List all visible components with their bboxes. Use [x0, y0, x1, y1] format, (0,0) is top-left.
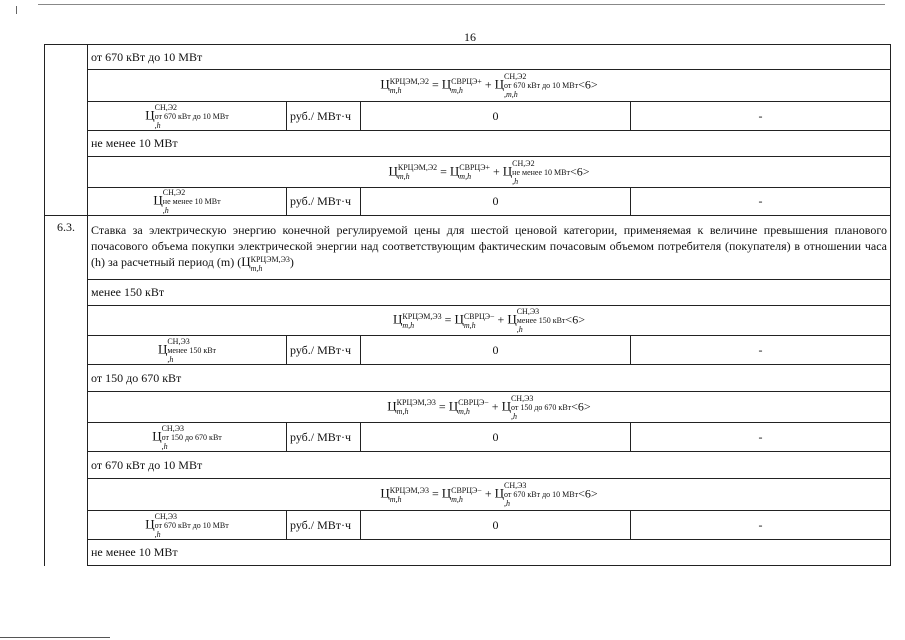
unit-cell: руб./ МВт·ч: [287, 423, 361, 452]
range-heading: от 670 кВт до 10 МВт: [88, 452, 891, 479]
dash-cell: -: [631, 336, 891, 365]
row-number-cell: [45, 45, 88, 216]
unit-cell: руб./ МВт·ч: [287, 188, 361, 216]
component-symbol: Ц СН,Э2 от 670 кВт до 10 МВт ,h: [88, 102, 287, 131]
dash-cell: -: [631, 511, 891, 540]
formula: Ц КРЦЭМ,Э3 m,h = Ц СВРЦЭ− m,h + Ц СН,Э3 менее 150 кВт ,h <6>: [88, 306, 891, 336]
value-cell: 0: [361, 511, 631, 540]
component-symbol: Ц СН,Э2 не менее 10 МВт ,h: [88, 188, 287, 216]
range-heading-row: [45, 452, 891, 479]
dash-cell: -: [631, 102, 891, 131]
component-symbol: Ц СН,Э3 от 150 до 670 кВт ,h: [88, 423, 287, 452]
formula: Ц КРЦЭМ,Э3 m,h = Ц СВРЦЭ− m,h + Ц СН,Э3 от 670 кВт до 10 МВт ,h <6>: [88, 479, 891, 511]
value-cell: 0: [361, 188, 631, 216]
range-heading-row: [45, 45, 891, 70]
section-row: [45, 216, 891, 280]
formula-row: [45, 392, 891, 423]
value-cell: 0: [361, 423, 631, 452]
range-heading: не менее 10 МВт: [88, 540, 891, 566]
value-row: [45, 102, 891, 131]
formula-row: [45, 157, 891, 188]
unit-cell: руб./ МВт·ч: [287, 102, 361, 131]
formula-row: [45, 479, 891, 511]
component-symbol: Ц СН,Э3 от 670 кВт до 10 МВт ,h: [88, 511, 287, 540]
formula: Ц КРЦЭМ,Э3 m,h = Ц СВРЦЭ− m,h + Ц СН,Э3 от 150 до 670 кВт ,h <6>: [88, 392, 891, 423]
top-border-line: [38, 4, 885, 5]
value-cell: 0: [361, 336, 631, 365]
dash-cell: -: [631, 188, 891, 216]
formula: Ц КРЦЭМ,Э2 m,h = Ц СВРЦЭ+ m,h + Ц СН,Э2 от 670 кВт до 10 МВт ,m,h <6>: [88, 70, 891, 102]
range-heading: не менее 10 МВт: [88, 131, 891, 157]
section-number: 6.3.: [45, 216, 88, 566]
component-symbol: Ц СН,Э3 менее 150 кВт ,h: [88, 336, 287, 365]
value-row: [45, 511, 891, 540]
value-cell: 0: [361, 102, 631, 131]
range-heading-row: [45, 280, 891, 306]
value-row: [45, 188, 891, 216]
bottom-edge-line: [0, 637, 110, 638]
dash-cell: -: [631, 423, 891, 452]
range-heading: от 150 до 670 кВт: [88, 365, 891, 392]
value-row: [45, 423, 891, 452]
formula: Ц КРЦЭМ,Э2 m,h = Ц СВРЦЭ+ m,h + Ц СН,Э2 не менее 10 МВт ,h <6>: [88, 157, 891, 188]
left-margin-mark: [16, 6, 17, 14]
page-number: 16: [464, 30, 476, 44]
range-heading: менее 150 кВт: [88, 280, 891, 306]
range-heading-row: [45, 540, 891, 566]
formula-row: [45, 306, 891, 336]
formula-row: [45, 70, 891, 102]
range-heading-row: [45, 365, 891, 392]
range-heading: от 670 кВт до 10 МВт: [88, 45, 891, 70]
section-description: Ставка за электрическую энергию конечной регулируемой цены для шестой ценовой категории, применяемая к величине превышения планового почасового объема покупки электрической энергии над соответствующим фактическим почасовым объемом потребителя (покупателя) в отношении часа (h) за расчетный период (m) (Ц КРЦЭМ,Э3 m,h ): [88, 216, 891, 280]
value-row: [45, 336, 891, 365]
unit-cell: руб./ МВт·ч: [287, 336, 361, 365]
tariff-table: [44, 44, 891, 566]
range-heading-row: [45, 131, 891, 157]
unit-cell: руб./ МВт·ч: [287, 511, 361, 540]
